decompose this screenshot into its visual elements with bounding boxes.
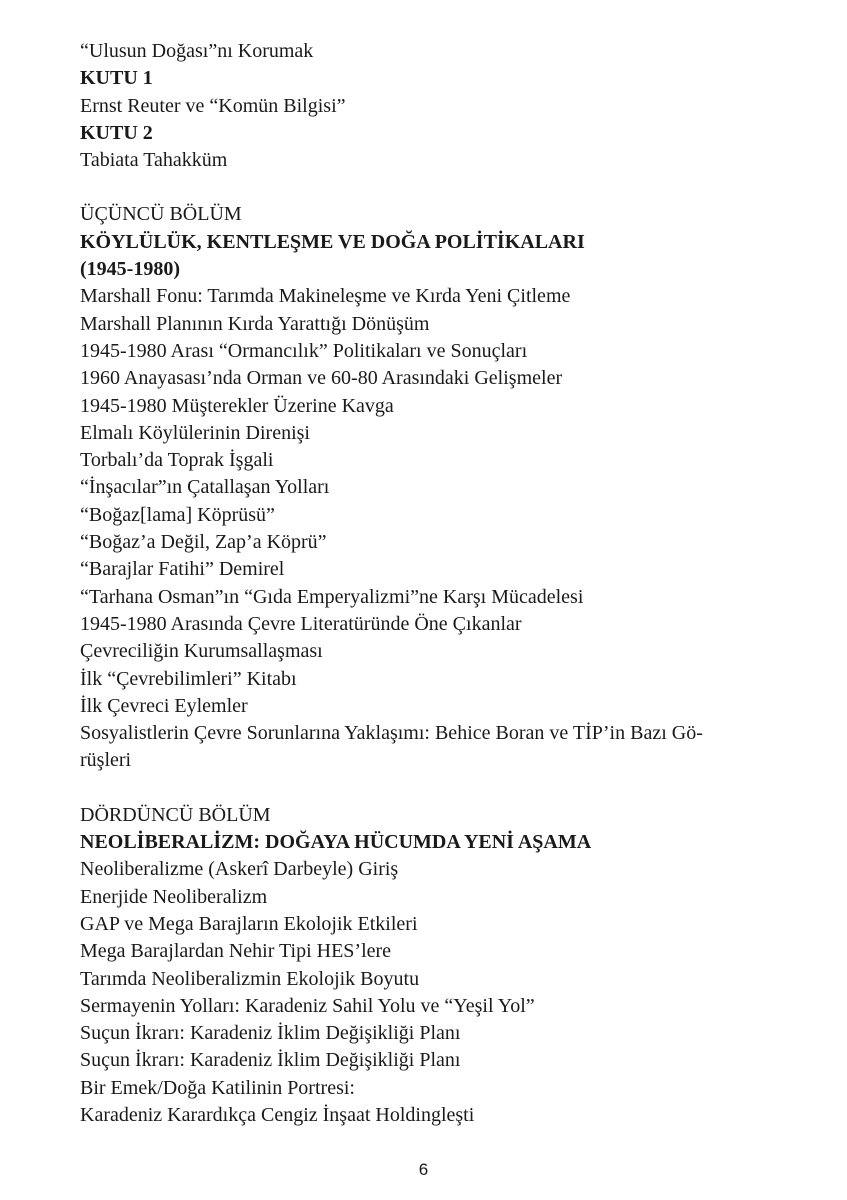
toc-entry: Tarımda Neoliberalizmin Ekolojik Boyutu <box>80 967 420 990</box>
toc-entry: Elmalı Köylülerinin Direnişi <box>80 421 310 444</box>
toc-entry: Karadeniz Karardıkça Cengiz İnşaat Holdingleşti <box>80 1103 475 1126</box>
toc-entry: 1945-1980 Müşterekler Üzerine Kavga <box>80 394 394 417</box>
section-gap <box>80 174 770 201</box>
toc-entry: 1945-1980 Arası “Ormancılık” Politikaları ve Sonuçları <box>80 339 528 362</box>
chapter-3-title-dates: (1945-1980) <box>80 258 180 281</box>
toc-entry: Enerjide Neoliberalizm <box>80 885 268 908</box>
toc-entry: Torbalı’da Toprak İşgali <box>80 449 274 472</box>
page-number: 6 <box>418 1160 429 1179</box>
toc-entry: “Boğaz’a Değil, Zap’a Köprü” <box>80 531 327 554</box>
toc-entry: “Ulusun Doğası”nı Korumak <box>80 40 314 62</box>
toc-entry: Çevreciliğin Kurumsallaşması <box>80 640 323 663</box>
toc-entry: Ernst Reuter ve “Komün Bilgisi” <box>80 94 346 117</box>
toc-entry: Suçun İkrarı: Karadeniz İklim Değişikliği Planı <box>80 1049 461 1072</box>
section-gap <box>80 775 770 802</box>
toc-entry: Neoliberalizme (Askerî Darbeyle) Giriş <box>80 858 399 881</box>
chapter-4-label: DÖRDÜNCÜ BÖLÜM <box>80 803 271 826</box>
chapter-4-section <box>80 802 770 1130</box>
toc-entry: KUTU 2 <box>80 121 153 144</box>
toc-entry: “İnşacılar”ın Çatallaşan Yolları <box>80 476 330 499</box>
toc-entry: “Tarhana Osman”ın “Gıda Emperyalizmi”ne Karşı Mücadelesi <box>80 585 584 608</box>
chapter-3-title: KÖYLÜLÜK, KENTLEŞME VE DOĞA POLİTİKALARI <box>80 230 585 253</box>
chapter-3-items <box>80 283 770 774</box>
toc-entry: GAP ve Mega Barajların Ekolojik Etkileri <box>80 912 418 935</box>
chapter-4-items <box>80 856 770 1129</box>
intro-section <box>80 38 770 174</box>
table-of-contents <box>80 38 770 1129</box>
chapter-3-label: ÜÇÜNCÜ BÖLÜM <box>80 203 242 226</box>
toc-entry: İlk “Çevrebilimleri” Kitabı <box>80 667 297 690</box>
toc-entry: Marshall Planının Kırda Yarattığı Dönüşüm <box>80 312 430 335</box>
toc-entry: Bir Emek/Doğa Katilinin Portresi: <box>80 1076 355 1099</box>
chapter-4-title: NEOLİBERALİZM: DOĞAYA HÜCUMDA YENİ AŞAMA <box>80 831 592 854</box>
toc-entry: KUTU 1 <box>80 67 153 90</box>
toc-entry: İlk Çevreci Eylemler <box>80 694 248 717</box>
toc-entry: 1960 Anayasası’nda Orman ve 60-80 Arasındaki Gelişmeler <box>80 367 563 390</box>
toc-entry: “Barajlar Fatihi” Demirel <box>80 558 285 581</box>
toc-entry: Sosyalistlerin Çevre Sorunlarına Yaklaşımı: Behice Boran ve TİP’in Bazı Gö- <box>80 722 703 745</box>
toc-entry: 1945-1980 Arasında Çevre Literatüründe Öne Çıkanlar <box>80 612 522 635</box>
toc-entry: “Boğaz[lama] Köprüsü” <box>80 503 275 526</box>
toc-entry: Marshall Fonu: Tarımda Makineleşme ve Kırda Yeni Çitleme <box>80 285 571 308</box>
toc-entry: rüşleri <box>80 749 132 772</box>
toc-entry: Mega Barajlardan Nehir Tipi HES’lere <box>80 940 392 963</box>
toc-entry: Tabiata Tahakküm <box>80 149 228 172</box>
chapter-3-section <box>80 201 770 774</box>
toc-entry: Suçun İkrarı: Karadeniz İklim Değişikliği Planı <box>80 1022 461 1045</box>
toc-entry: Sermayenin Yolları: Karadeniz Sahil Yolu ve “Yeşil Yol” <box>80 994 535 1017</box>
